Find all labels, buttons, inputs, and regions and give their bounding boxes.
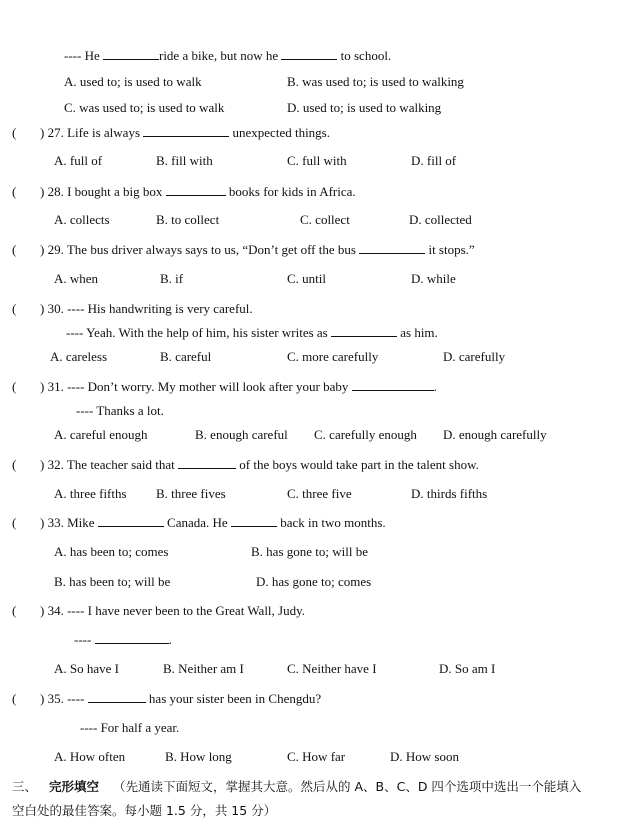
q26-option-d: D. used to; is used to walking — [287, 100, 442, 115]
answer-blank — [281, 48, 337, 60]
q31-option-a: A. careful enough — [54, 427, 148, 442]
q30-option-a: A. careless — [50, 349, 108, 364]
q27-paren-left: ( — [12, 125, 17, 140]
q26-option-b: B. was used to; is used to walking — [287, 74, 464, 89]
q31-option-b: B. enough careful — [195, 427, 288, 442]
q35-option-b: B. How long — [165, 749, 232, 764]
q30-option-b: B. careful — [160, 349, 212, 364]
q28-option-a: A. collects — [54, 212, 110, 227]
answer-blank — [88, 691, 146, 703]
section-instruction-1: （先通读下面短文，掌握其大意。然后从的 A、B、C、D 四个选项中选出一个能填入 — [113, 779, 582, 794]
answer-blank — [143, 125, 229, 137]
q31-option-c: C. carefully enough — [314, 427, 417, 442]
q28-option-c: C. collect — [300, 212, 350, 227]
q35-option-c: C. How far — [287, 749, 346, 764]
answer-blank — [98, 515, 164, 527]
section-heading — [12, 779, 581, 795]
answer-blank — [331, 325, 397, 337]
q30-option-d: D. carefully — [443, 349, 506, 364]
q33-option-c: B. has been to; will be — [54, 574, 171, 589]
q30-option-c: C. more carefully — [287, 349, 379, 364]
answer-blank — [103, 48, 159, 60]
q33-stem: ) 33. Mike Canada. He back in two months. — [40, 515, 386, 530]
q29-option-c: C. until — [287, 271, 327, 286]
answer-blank — [352, 379, 434, 391]
q34-option-b: B. Neither am I — [163, 661, 244, 676]
q29-option-d: D. while — [411, 271, 456, 286]
q30-stem: ) 30. ---- His handwriting is very careful. — [40, 301, 253, 316]
q29-option-b: B. if — [160, 271, 184, 286]
answer-blank — [178, 457, 236, 469]
q34-stem-reply: ---- . — [74, 632, 172, 647]
q33-option-a: A. has been to; comes — [54, 544, 169, 559]
q27-option-a: A. full of — [54, 153, 103, 168]
answer-blank — [166, 184, 226, 196]
q32-stem: ) 32. The teacher said that of the boys would take part in the talent show. — [40, 457, 479, 472]
q31-stem: ) 31. ---- Don’t worry. My mother will look after your baby . — [40, 379, 437, 394]
q26-stem: ---- He ride a bike, but now he to school. — [64, 48, 392, 63]
q33-paren-left: ( — [12, 515, 17, 530]
q32-option-c: C. three five — [287, 486, 352, 501]
section-title: 完形填空 — [49, 779, 100, 794]
q30-paren-left: ( — [12, 301, 17, 316]
q34-paren-left: ( — [12, 603, 17, 618]
answer-blank — [359, 242, 425, 254]
answer-blank — [95, 632, 169, 644]
q35-option-d: D. How soon — [390, 749, 459, 764]
q31-paren-left: ( — [12, 379, 17, 394]
q31-stem-reply: ---- Thanks a lot. — [76, 403, 164, 418]
q26-option-c: C. was used to; is used to walk — [64, 100, 225, 115]
q28-option-d: D. collected — [409, 212, 472, 227]
q35-option-a: A. How often — [54, 749, 126, 764]
q29-paren-left: ( — [12, 242, 17, 257]
q35-stem-reply: ---- For half a year. — [80, 720, 180, 735]
q29-stem: ) 29. The bus driver always says to us, “Don’t get off the bus it stops.” — [40, 242, 475, 257]
q34-stem: ) 34. ---- I have never been to the Great Wall, Judy. — [40, 603, 306, 618]
q33-option-d: D. has gone to; comes — [256, 574, 372, 589]
answer-blank — [231, 515, 277, 527]
q34-option-c: C. Neither have I — [287, 661, 377, 676]
q27-option-b: B. fill with — [156, 153, 213, 168]
q35-stem: ) 35. ---- has your sister been in Chengdu? — [40, 691, 322, 706]
q34-option-a: A. So have I — [54, 661, 119, 676]
q35-paren-left: ( — [12, 691, 17, 706]
q28-paren-left: ( — [12, 184, 17, 199]
q30-stem-reply: ---- Yeah. With the help of him, his sister writes as as him. — [66, 325, 438, 340]
q27-option-d: D. fill of — [411, 153, 457, 168]
section-number: 三、 — [12, 779, 38, 794]
q33-option-b: B. has gone to; will be — [251, 544, 368, 559]
q29-option-a: A. when — [54, 271, 99, 286]
q26-option-a: A. used to; is used to walk — [64, 74, 202, 89]
q27-option-c: C. full with — [287, 153, 347, 168]
q28-option-b: B. to collect — [156, 212, 220, 227]
q28-stem: ) 28. I bought a big box books for kids in Africa. — [40, 184, 356, 199]
q32-option-b: B. three fives — [156, 486, 226, 501]
section-instruction-2: 空白处的最佳答案。每小题 1.5 分，共 15 分） — [12, 803, 277, 818]
q27-stem: ) 27. Life is always unexpected things. — [40, 125, 330, 140]
q31-option-d: D. enough carefully — [443, 427, 547, 442]
q32-option-d: D. thirds fifths — [411, 486, 488, 501]
q34-option-d: D. So am I — [439, 661, 496, 676]
q32-paren-left: ( — [12, 457, 17, 472]
q32-option-a: A. three fifths — [54, 486, 127, 501]
